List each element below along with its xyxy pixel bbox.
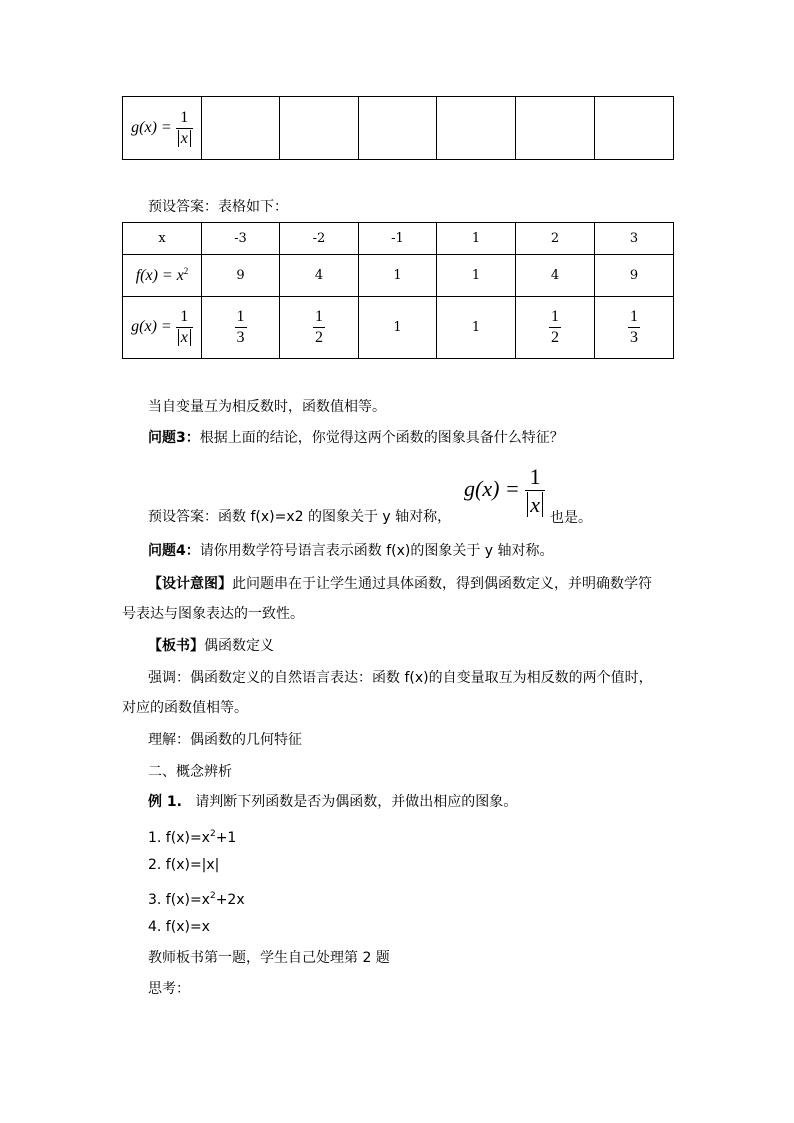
emphasis: 强调：偶函数定义的自然语言表达：函数 f(x)的自变量取互为相反数的两个值时，: [148, 670, 653, 686]
design-intent-cont: 号表达与图象表达的一致性。: [122, 606, 304, 622]
think-label: 思考：: [148, 981, 190, 997]
paragraph: 当自变量互为相反数时，函数值相等。: [148, 399, 386, 415]
question-4: 问题4：请你用数学符号语言表示函数 f(x)的图象关于 y 轴对称。: [148, 543, 554, 559]
answer-intro: 预设答案：表格如下：: [148, 199, 288, 215]
g-formula: g(x) = $\frac{1}{x}$: [131, 119, 193, 136]
table-header-row: [123, 223, 674, 255]
table-row: [123, 97, 674, 160]
table-cell: 1: [437, 255, 516, 297]
teacher-note: 教师板书第一题，学生自己处理第 2 题: [148, 950, 390, 966]
header-cell: -3: [202, 223, 280, 255]
table-cell: 4: [516, 255, 595, 297]
table-cell: 1: [359, 255, 437, 297]
header-cell: -2: [280, 223, 359, 255]
list-item: 4. f(x)=x: [148, 919, 210, 935]
values-table: [122, 222, 674, 359]
row-label-g: [123, 97, 202, 160]
board-note: 【板书】偶函数定义: [148, 638, 274, 654]
answer-line: 预设答案：函数 f(x)=x2 的图象关于 y 轴对称，: [148, 509, 452, 525]
fraction: $\frac{1}{2}$: [551, 308, 559, 346]
table-cell: 4: [280, 255, 359, 297]
table-cell: 9: [595, 255, 674, 297]
table-cell: [359, 97, 437, 160]
table-cell: [595, 297, 674, 359]
table-cell: [516, 297, 595, 359]
answer-suffix: 也是。: [550, 510, 592, 526]
question-label: 问题3：: [148, 430, 200, 446]
question-3: 问题3：根据上面的结论，你觉得这两个函数的图象具备什么特征？: [148, 430, 564, 446]
list-item: 1. $f(x)=x^2+1$: [148, 829, 237, 846]
top-table: [122, 96, 674, 160]
list-item: 3. $f(x)=x^2+2x$: [148, 891, 245, 908]
table-cell: [280, 97, 359, 160]
example-1: 例 1. 请判断下列函数是否为偶函数，并做出相应的图象。: [148, 794, 518, 810]
header-cell: x: [123, 223, 202, 255]
design-intent: 【设计意图】此问题串在于让学生通过具体函数，得到偶函数定义，并明确数学符: [148, 576, 652, 592]
table-row-g: [123, 297, 674, 359]
fraction: $\frac{1}{3}$: [630, 308, 638, 346]
table-cell: [280, 297, 359, 359]
table-cell: [437, 97, 516, 160]
table-cell: [202, 97, 280, 160]
list-item: 2. f(x)=|x|: [148, 857, 220, 873]
emphasis-cont: 对应的函数值相等。: [122, 700, 248, 716]
understanding: 理解：偶函数的几何特征: [148, 732, 302, 748]
header-cell: 1: [437, 223, 516, 255]
header-cell: 2: [516, 223, 595, 255]
g-formula-large: g(x) = $\frac{1}{x}$: [464, 466, 545, 516]
table-cell: 9: [202, 255, 280, 297]
row-label-g: g(x) = $\frac{1}{x}$: [123, 297, 202, 359]
header-cell: -1: [359, 223, 437, 255]
table-cell: [202, 297, 280, 359]
row-label-f: $f(x) = x^2$: [123, 255, 202, 297]
table-cell: [595, 97, 674, 160]
fraction: $\frac{1}{2}$: [315, 308, 323, 346]
table-cell: 1: [437, 297, 516, 359]
question-label: 问题4：: [148, 543, 200, 559]
header-cell: 3: [595, 223, 674, 255]
fraction: $\frac{1}{3}$: [236, 308, 245, 346]
table-row-f: [123, 255, 674, 297]
section-heading: 二、概念辨析: [148, 764, 232, 780]
table-cell: 1: [359, 297, 437, 359]
table-cell: [516, 97, 595, 160]
